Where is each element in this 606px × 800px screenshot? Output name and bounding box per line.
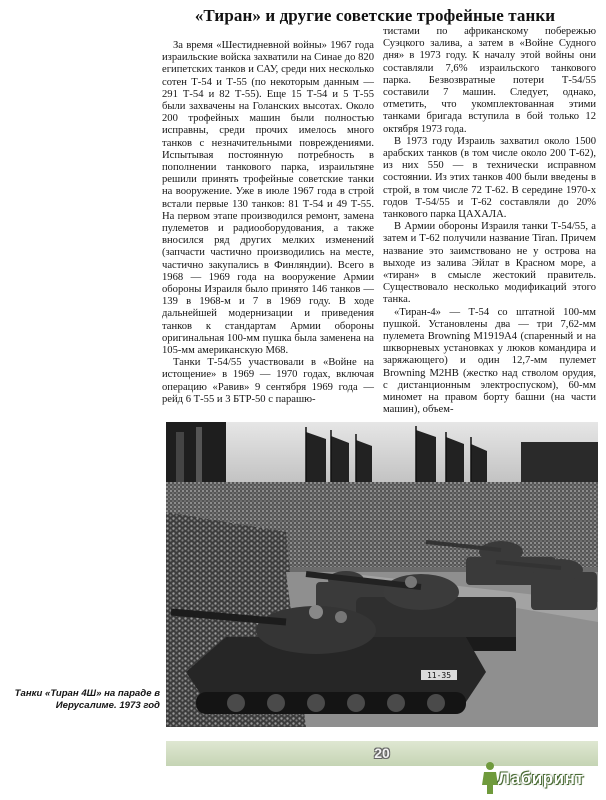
article-title: «Тиран» и другие советские трофейные танки <box>194 6 556 25</box>
paragraph: тистами по африканскому побережью Суэцкого залива, а затем в «Войне Судного дня» в 1973 году. К началу этой войны они составляли 7,6% израильского танкового парка. Безвозвратные потери Т-54/55 составили 7 машин. Следует, однако, отметить, что укомплектованная этими танками бригада вступила в бой только 12 октября 1973 года. <box>383 26 596 135</box>
paragraph: За время «Шестидневной войны» 1967 года израильские войска захватили на Синае до 820 египетских танков и САУ, среди них несколько сотен Т-54 и Т-55 (по некоторым данным — 291 Т-54 и 82 Т-55). Еще 15 Т-54 и 5 Т-55 были захвачены на Голанских высотах. Около 200 трофейных машин были полностью исправны, среди прочих имелось много танков с незначительными повреждениями. Испытывая постоянную потребность в пополнении танкового парка, израильтяне решили принять трофейные советские танки на вооружение. Уже в июле 1967 года в строй встали первые 130 танков: 81 Т-54 и 49 Т-55. На первом этапе производился ремонт, замена пулеметов и радиооборудования, а также вносился ряд других мелких изменений (запчасти частично производились на месте, частично закупались в Финляндии). Всего в 1968 — 1969 года на вооружение Армии обороны Израиля было принято 146 танков — 139 в 1968-м и 7 в 1969 году. В ходе дальнейшей модернизации и приведения танков к стандартам Армии обороны оригинальная 100-мм пушка была заменена на 105-мм американскую М68. <box>162 40 374 357</box>
photo-caption: Танки «Тиран 4Ш» на параде в Иерусалиме. 1973 год <box>14 688 160 711</box>
photo-illustration <box>166 422 598 727</box>
tank-hull-number: 11-35 <box>426 671 452 680</box>
page-number: 20 <box>374 745 390 761</box>
tank-parade-photo <box>166 422 598 727</box>
watermark <box>478 758 604 798</box>
labyrinth-figure-icon <box>480 761 500 795</box>
paragraph: В Армии обороны Израиля танки Т-54/55, а затем и Т-62 получили название Tiran. Причем название это заимствовано не у острова на выходе из залива Эйлат в Красном море, а «тиран» в смысле жестокий правитель. Существовало несколько модификаций этого танка. <box>383 221 596 306</box>
text-column-right <box>383 26 596 416</box>
paragraph: «Тиран-4» — Т-54 со штатной 100-мм пушкой. Установлены два — три 7,62-мм пулемета Browning M1919A4 (спаренный и на шкворневых установках у люков командира и заряжающего) и один 12,7-мм пулемет Browning M2HB (жестко над стволом орудия, с дистанционным электроспуском), 60-мм миномет на правом борту башни (на части машин), объем- <box>383 306 596 416</box>
paragraph: В 1973 году Израиль захватил около 1500 арабских танков (в том числе около 200 Т-62), из них 550 — в технически исправном состоянии. Из этих танков 400 были введены в строй, в том числе 72 Т-62. В середине 1970-х годов Т-54/55 и Т-62 составляли до 20% танкового парка ЦАХАЛА. <box>383 135 596 221</box>
paragraph: Танки Т-54/55 участвовали в «Войне на истощение» в 1969 — 1970 годах, включая операцию «Равив» 9 сентября 1969 года — рейд 6 Т-55 и 3 БТР-50 с парашю- <box>162 357 374 405</box>
text-column-left <box>162 40 374 405</box>
watermark-text: Лабиринт <box>498 769 585 788</box>
